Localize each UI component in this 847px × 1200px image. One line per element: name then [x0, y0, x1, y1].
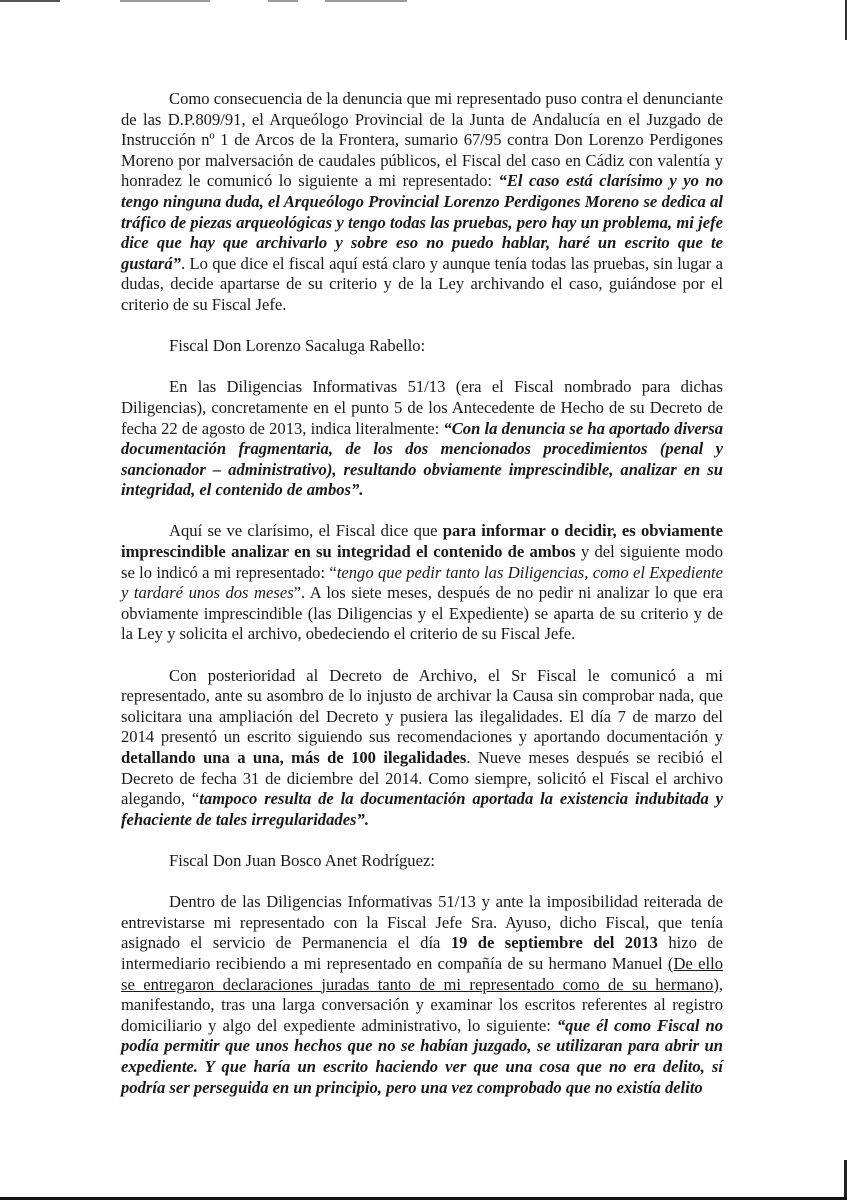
paragraph-dentro-diligencias: [121, 892, 723, 1098]
quote-tampoco: tampoco resulta de la documentación aportada la existencia indubitada y fehaciente de tales irregularidades: [121, 789, 723, 829]
text-run: hizo de intermediario recibiendo a mi representado en compañía de su hermano Manuel: [121, 933, 723, 973]
quote-anet: “que él como Fiscal no podía permitir que unos hechos que no se habían juzgado, se utilizaran para abrir un expediente. Y que haría un escrito haciendo ver que una cosa que no era delito, sí podría ser perseguida en un principio, pero una vez comprobado que no existía delito: [121, 1015, 723, 1097]
text-run: . Lo que dice el fiscal aquí está claro y aunque tenía todas las pruebas, sin lugar a dudas, decide apartarse de su criterio y de la Ley archivando el caso, guiándose por el criterio de su Fiscal Jefe.: [121, 253, 723, 314]
text-run: Dentro de las Diligencias Informativas 51/13 y ante la imposibilidad reiterada de entrevistarse mi representado con la Fiscal Jefe Sra. Ayuso, dicho Fiscal, que tenía asignado el servicio de Permanencia el día: [121, 892, 723, 953]
bold-emphasis: detallando una a una, más de 100 ilegalidades: [121, 748, 467, 767]
paragraph-diligencias-51-13: [121, 377, 723, 501]
paragraph-posterioridad: [121, 666, 723, 831]
quote-dos-meses: tengo que pedir tanto las Diligencias, como el Expediente y tardaré unos dos meses: [121, 562, 723, 603]
text-run: y del siguiente modo se lo indicó a mi representado: “: [121, 542, 724, 582]
text-run: Aquí se ve clarísimo, el Fiscal dice que: [169, 521, 443, 541]
document-body: [121, 89, 723, 1119]
bold-emphasis: para informar o decidir, es obviamente imprescindible analizar en su integridad el contenido de ambos: [121, 521, 724, 562]
paragraph-perdigones-case: [121, 89, 723, 316]
scan-edge-artifact: [268, 0, 298, 2]
bold-date: 19 de septiembre del 2013: [450, 933, 658, 953]
paragraph-claro: [121, 521, 723, 645]
text-run: . Nueve meses después se recibió el Decreto de fecha 31 de diciembre del 2014. Como siempre, solicitó el Fiscal el archivo alegando, “: [121, 748, 723, 809]
section-heading-anet: [121, 851, 723, 872]
text-run: , manifestando, tras una larga conversación y examinar los escritos referentes al registro domiciliario y algo del expediente administrativo, lo siguiente:: [121, 974, 723, 1035]
section-heading-sacaluga: [121, 336, 723, 357]
scan-edge-artifact: [325, 0, 407, 2]
text-run: ”. A los siete meses, después de no pedir ni analizar lo que era obviamente imprescindible (las Diligencias y el Expediente) se aparta de su criterio y de la Ley y solicita el archivo, obedeciendo el criterio de su Fiscal Jefe.: [121, 583, 723, 644]
text-run: Como consecuencia de la denuncia que mi representado puso contra el denunciante de las D.P.809/91, el Arqueólogo Provincial de la Junta de Andalucía en el Juzgado de Instrucción nº 1 de Arcos de la Frontera, sumario 67/95 contra Don Lorenzo Perdigones Moreno por malversación de caudales públicos, el Fiscal del caso en Cádiz con valentía y honradez le comunicó lo siguiente a mi representado:: [121, 89, 723, 191]
text-run: ”.: [356, 809, 369, 829]
quote-decreto: “Con la denuncia se ha aportado diversa documentación fragmentaria, de los dos mencionados procedimientos (penal y sancionador – administrativo), resultando obviamente imprescindible, analizar en su integridad, el contenido de ambos”.: [121, 418, 723, 500]
text-run: Con posterioridad al Decreto de Archivo, el Sr Fiscal le comunicó a mi representado, ante su asombro de lo injusto de archivar la Causa sin comprobar nada, que solicitara una ampliación del Decreto y pusiera las ilegalidades. El día 7 de marzo del 2014 presentó un escrito siguiendo sus recomendaciones y aportando documentación y: [121, 665, 723, 747]
quote-fiscal-cadiz: “El caso está clarísimo y yo no tengo ninguna duda, el Arqueólogo Provincial Lorenzo Perdigones Moreno se dedica al tráfico de piezas arqueológicas y tengo todas las pruebas, pero hay un problema, mi jefe dice que hay que archivarlo y sobre eso no puedo hablar, haré un escrito que te gustará”: [121, 171, 723, 273]
text-run: En las Diligencias Informativas 51/13 (era el Fiscal nombrado para dichas Diligencias), concretamente en el punto 5 de los Antecedente de Hecho de su Decreto de fecha 22 de agosto de 2013, indica literalmente:: [121, 377, 723, 438]
underlined-note: (De ello se entregaron declaraciones juradas tanto de mi representado como de su hermano): [121, 953, 723, 994]
heading-text: Fiscal Don Lorenzo Sacaluga Rabello:: [169, 336, 426, 356]
scan-edge-artifact: [120, 0, 210, 2]
heading-text: Fiscal Don Juan Bosco Anet Rodríguez:: [169, 850, 435, 870]
scan-edge-artifact: [0, 0, 60, 2]
